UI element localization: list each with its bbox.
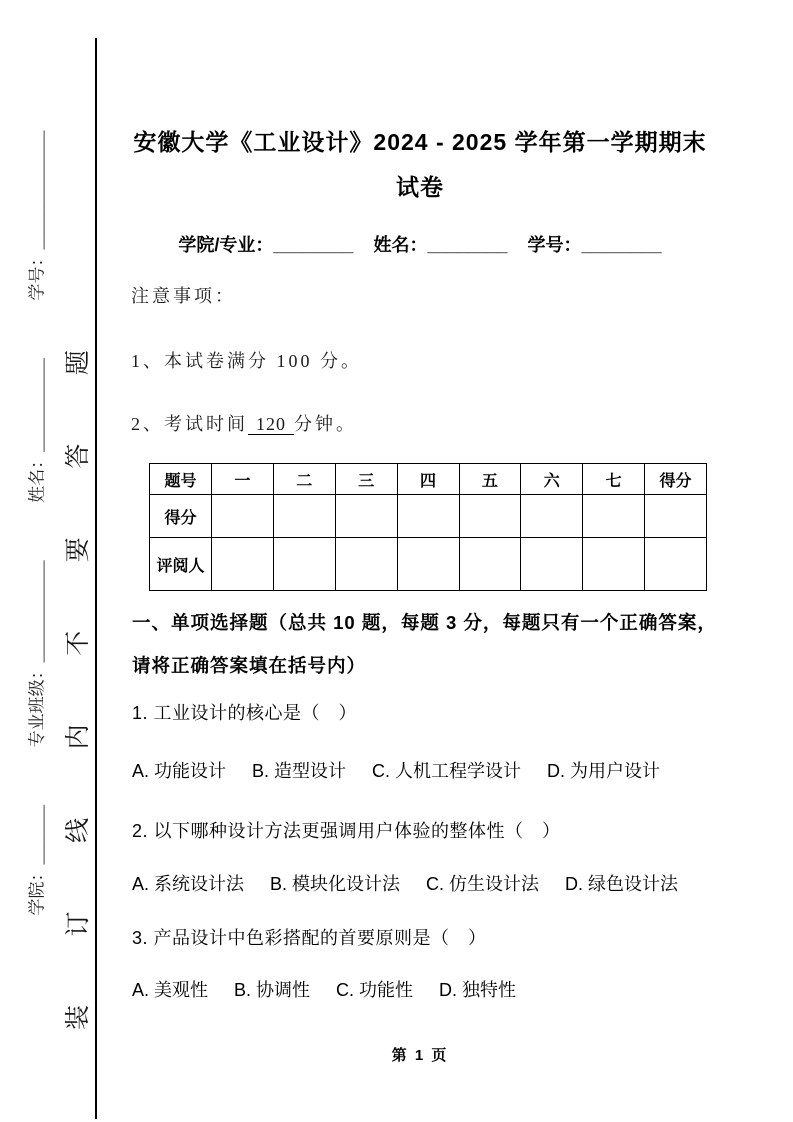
option-item: D. 独特性 [439, 980, 517, 1000]
score-table-empty-cell [273, 538, 335, 591]
question-1-options [132, 757, 752, 783]
note-item-1: 1、本试卷满分 100 分。 [131, 351, 362, 371]
section-heading-line1: 一、单项选择题（总共 10 题，每题 3 分，每题只有一个正确答案， [132, 612, 717, 633]
note-item-2-prefix: 2、考试时间 [131, 414, 248, 434]
score-table-header-cell: 题号 [150, 464, 212, 495]
warning-char: 答 [65, 443, 92, 469]
score-table-empty-cell [212, 538, 274, 591]
margin-field-label: 姓名： [27, 451, 47, 503]
binding-warning-text [64, 350, 94, 1030]
margin-field-major-class [18, 560, 58, 747]
warning-char: 线 [65, 817, 92, 843]
option-item: A. 美观性 [132, 980, 209, 1000]
note-item-2 [131, 410, 357, 436]
info-field-blank: ________ [427, 235, 508, 255]
margin-student-info [18, 131, 58, 916]
margin-field-student-id [18, 131, 58, 301]
exam-title-line1: 安徽大学《工业设计》2024 - 2025 学年第一学期期末 [133, 129, 707, 155]
info-field-college-major [178, 231, 353, 257]
info-field-student-id [528, 231, 662, 257]
option-item: B. 协调性 [234, 980, 311, 1000]
option-item: B. 模块化设计法 [270, 874, 401, 894]
binding-separator-line [95, 38, 97, 1119]
score-table-empty-cell [335, 495, 397, 538]
option-item: C. 人机工程学设计 [372, 761, 522, 781]
score-table-empty-cell [459, 495, 521, 538]
margin-field-name [18, 358, 58, 503]
option-item: C. 功能性 [336, 980, 414, 1000]
score-table-header-cell: 二 [273, 464, 335, 495]
margin-field-label: 学院： [27, 864, 47, 916]
score-table-header-cell: 五 [459, 464, 521, 495]
info-field-label: 学院/专业： [178, 235, 274, 255]
info-field-label: 姓名： [373, 235, 428, 255]
score-table-empty-cell [459, 538, 521, 591]
margin-field-blank: ___________ [27, 358, 47, 452]
info-field-name [373, 231, 507, 257]
margin-field-blank: _______ [27, 805, 47, 865]
option-item: A. 功能设计 [132, 761, 227, 781]
warning-char: 要 [65, 537, 92, 563]
exam-title-line2: 试卷 [396, 174, 444, 200]
warning-char: 订 [65, 911, 92, 937]
margin-field-blank: ____________ [27, 560, 47, 663]
info-field-blank: ________ [581, 235, 662, 255]
score-table-row-label: 评阅人 [150, 538, 212, 591]
warning-char: 不 [65, 630, 92, 656]
score-table-header-cell: 六 [521, 464, 583, 495]
score-table-header-cell: 四 [397, 464, 459, 495]
score-table [149, 463, 707, 591]
score-table-empty-cell [521, 538, 583, 591]
info-field-blank: ________ [273, 235, 354, 255]
score-table-score-row [150, 495, 707, 538]
score-table-empty-cell [645, 538, 707, 591]
score-table-empty-cell [645, 495, 707, 538]
score-table-empty-cell [397, 538, 459, 591]
exam-duration-value: 120 [248, 414, 294, 435]
option-item: D. 绿色设计法 [565, 874, 679, 894]
page-number: 第 1 页 [391, 1047, 449, 1064]
margin-field-label: 专业班级： [27, 662, 47, 748]
note-item-2-suffix: 分钟。 [294, 414, 357, 434]
score-table-empty-cell [521, 495, 583, 538]
margin-field-label: 学号： [27, 249, 47, 301]
score-table-empty-cell [583, 538, 645, 591]
section-heading-line2: 请将正确答案填在括号内） [132, 655, 367, 676]
score-table-header-cell: 得分 [645, 464, 707, 495]
score-table-empty-cell [335, 538, 397, 591]
notes-title: 注意事项： [131, 286, 236, 306]
score-table-header-cell: 一 [212, 464, 274, 495]
question-2-stem: 2. 以下哪种设计方法更强调用户体验的整体性（ ） [132, 821, 561, 841]
warning-char: 装 [65, 1004, 92, 1030]
margin-field-blank: ______________ [27, 130, 47, 250]
info-field-label: 学号： [527, 235, 582, 255]
warning-char: 内 [65, 724, 92, 750]
option-item: A. 系统设计法 [132, 874, 245, 894]
question-3-options [132, 976, 752, 1002]
question-1-stem: 1. 工业设计的核心是（ ） [132, 703, 358, 723]
question-3-stem: 3. 产品设计中色彩搭配的首要原则是（ ） [132, 928, 487, 948]
score-table-header-row [150, 464, 707, 495]
question-2-options [132, 870, 752, 896]
score-table-header-cell: 三 [335, 464, 397, 495]
score-table-empty-cell [397, 495, 459, 538]
option-item: D. 为用户设计 [547, 761, 661, 781]
score-table-reviewer-row [150, 538, 707, 591]
option-item: B. 造型设计 [252, 761, 347, 781]
option-item: C. 仿生设计法 [426, 874, 540, 894]
score-table-header-cell: 七 [583, 464, 645, 495]
score-table-row-label: 得分 [150, 495, 212, 538]
score-table-empty-cell [212, 495, 274, 538]
score-table-empty-cell [273, 495, 335, 538]
score-table-empty-cell [583, 495, 645, 538]
warning-char: 题 [65, 350, 92, 376]
student-info-row [133, 231, 707, 257]
margin-field-college [18, 805, 58, 916]
